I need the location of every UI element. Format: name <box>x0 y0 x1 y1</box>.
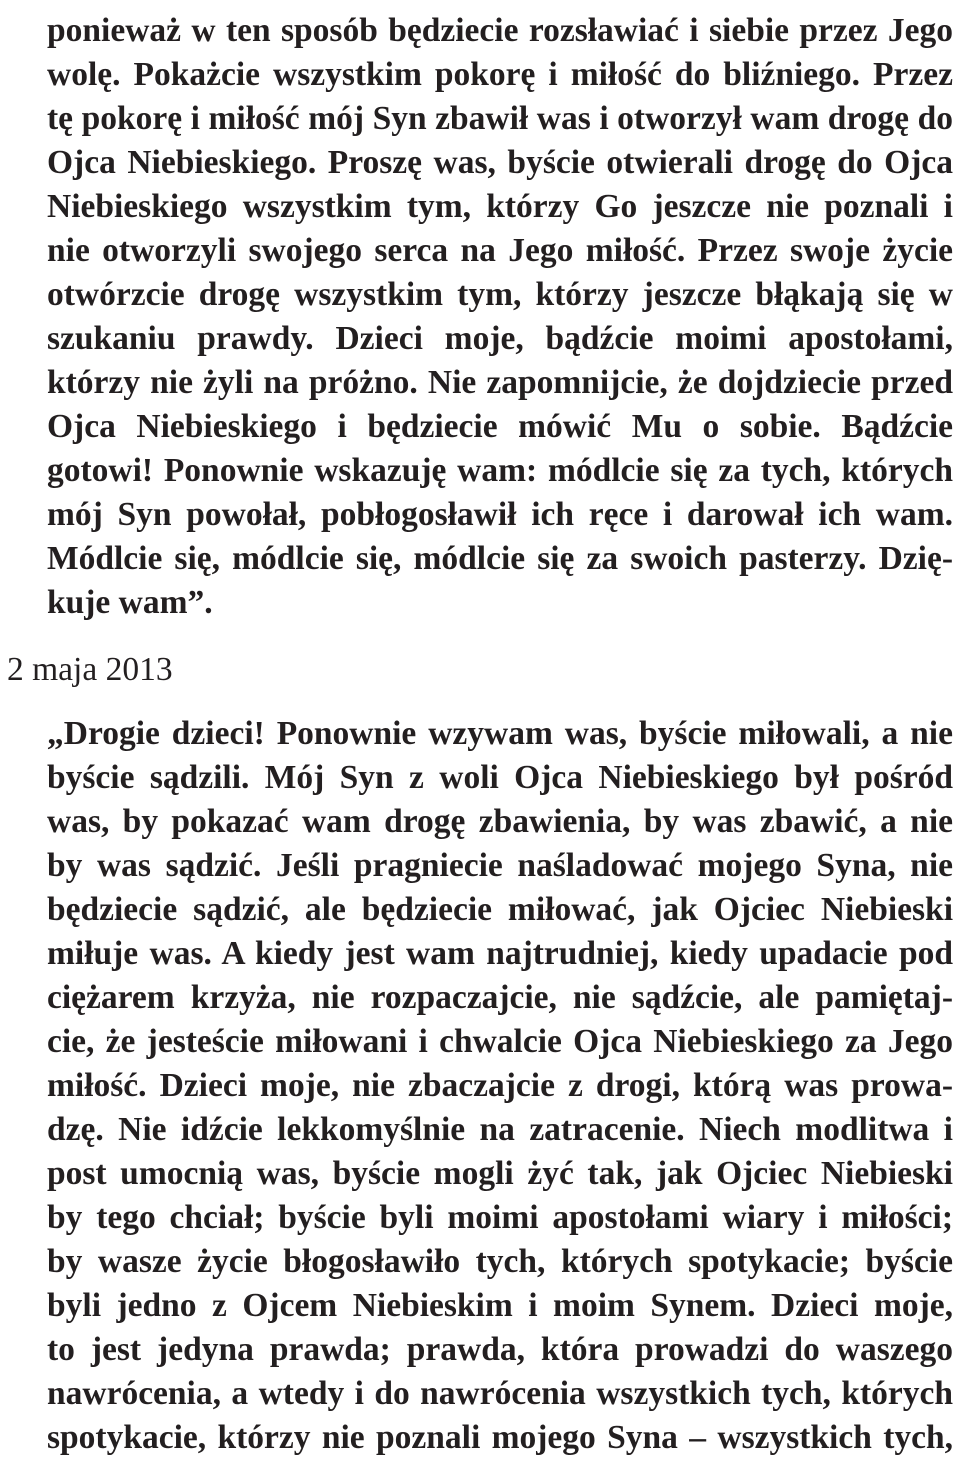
text-line: byli jedno z Ojcem Niebieskim i moim Synem. Dzieci moje, <box>47 1287 953 1324</box>
text-line: was, by pokazać wam drogę zbawienia, by was zbawić, a nie <box>47 803 953 840</box>
text-line: nawrócenia, a wtedy i do nawrócenia wszystkich tych, których <box>47 1375 953 1412</box>
text-line: byście sądzili. Mój Syn z woli Ojca Niebieskiego był pośród <box>47 759 953 796</box>
text-line: ponieważ w ten sposób będziecie rozsławiać i siebie przez Jego <box>47 12 953 49</box>
text-line: Niebieskiego wszystkim tym, którzy Go jeszcze nie poznali i <box>47 188 953 225</box>
text-line: by wasze życie błogosławiło tych, których spotykacie; byście <box>47 1243 953 1280</box>
text-line: mój Syn powołał, pobłogosławił ich ręce i darował ich wam. <box>47 496 953 533</box>
text-line: gotowi! Ponownie wskazuję wam: módlcie się za tych, których <box>47 452 953 489</box>
text-line: Módlcie się, módlcie się, módlcie się za swoich pasterzy. Dzię- <box>47 540 953 577</box>
text-line: miłość. Dzieci moje, nie zbaczajcie z drogi, którą was prowa- <box>47 1067 953 1104</box>
text-line: to jest jedyna prawda; prawda, która prowadzi do waszego <box>47 1331 953 1368</box>
text-line: miłuje was. A kiedy jest wam najtrudniej, kiedy upadacie pod <box>47 935 953 972</box>
text-line: kuje wam”. <box>47 584 213 621</box>
message-paragraph <box>47 712 953 1460</box>
text-line: „Drogie dzieci! Ponownie wzywam was, byście miłowali, a nie <box>47 715 953 752</box>
text-line: otwórzcie drogę wszystkim tym, którzy jeszcze błąkają się w <box>47 276 953 313</box>
text-line: dzę. Nie idźcie lekkomyślnie na zatracenie. Niech modlitwa i <box>47 1111 953 1148</box>
text-line: nie otworzyli swojego serca na Jego miłość. Przez swoje życie <box>47 232 953 269</box>
text-line: tę pokorę i miłość mój Syn zbawił was i otworzył wam drogę do <box>47 100 953 137</box>
text-line: by tego chciał; byście byli moimi apostołami wiary i miłości; <box>47 1199 953 1236</box>
text-line: cie, że jesteście miłowani i chwalcie Ojca Niebieskiego za Jego <box>47 1023 953 1060</box>
text-line: szukaniu prawdy. Dzieci moje, bądźcie moimi apostołami, <box>47 320 953 357</box>
message-date: 2 maja 2013 <box>7 651 173 688</box>
text-line: spotykacie, którzy nie poznali mojego Syna – wszystkich tych, <box>47 1419 953 1456</box>
text-line: będziecie sądzić, ale będziecie miłować, jak Ojciec Niebieski <box>47 891 953 928</box>
continuation-paragraph <box>47 9 953 625</box>
text-line: Ojca Niebieskiego i będziecie mówić Mu o sobie. Bądźcie <box>47 408 953 445</box>
text-line: wolę. Pokażcie wszystkim pokorę i miłość do bliźniego. Przez <box>47 56 953 93</box>
text-line: Ojca Niebieskiego. Proszę was, byście otwierali drogę do Ojca <box>47 144 953 181</box>
text-line: ciężarem krzyża, nie rozpaczajcie, nie sądźcie, ale pamiętaj- <box>47 979 953 1016</box>
text-line: post umocnią was, byście mogli żyć tak, jak Ojciec Niebieski <box>47 1155 953 1192</box>
text-line: którzy nie żyli na próżno. Nie zapomnijcie, że dojdziecie przed <box>47 364 953 401</box>
text-line: by was sądzić. Jeśli pragniecie naśladować mojego Syna, nie <box>47 847 953 884</box>
